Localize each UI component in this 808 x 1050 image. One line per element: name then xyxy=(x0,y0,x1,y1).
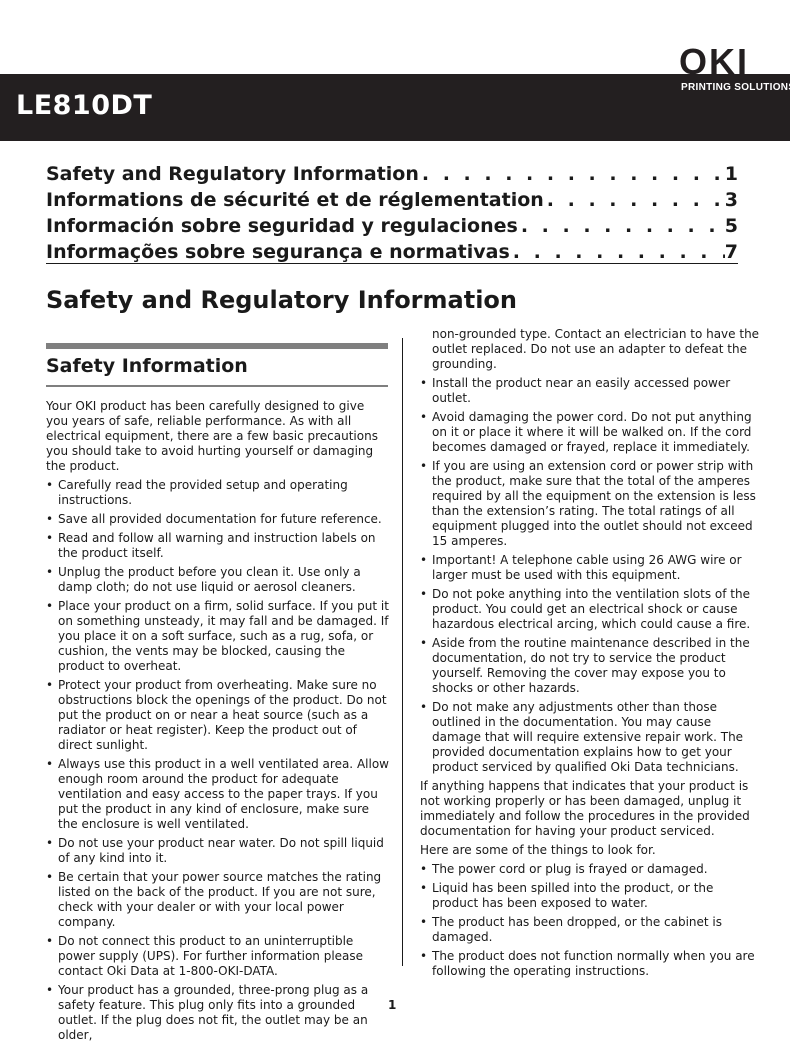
list-item-continuation: non-grounded type. Contact an electrician to have the outlet replaced. Do not use an adapter to defeat the grounding. xyxy=(432,327,760,371)
oki-logo: OKI xyxy=(679,41,750,82)
section-rule-top xyxy=(46,343,388,349)
list-item: • Install the product near an easily accessed power outlet. xyxy=(420,376,762,406)
page-number: 1 xyxy=(388,998,397,1012)
list-item: • Aside from the routine maintenance described in the documentation, do not try to service the product yourself. Removing the cover may expose you to shocks or other hazards. xyxy=(420,636,762,696)
list-item: • Read and follow all warning and instruction labels on the product itself. xyxy=(46,531,389,561)
toc-page: 1 xyxy=(724,163,738,185)
list-item: • If you are using an extension cord or power strip with the product, make sure that the total of the amperes required by all the equipment on the extension is less than the extension’s rating. The total ratings of all equipment plugged into the outlet should not exceed 15 amperes. xyxy=(420,459,762,549)
toc-title: Informações sobre segurança e normativas xyxy=(46,241,510,263)
toc-leader xyxy=(518,213,725,239)
list-item: • The power cord or plug is frayed or damaged. xyxy=(420,862,762,877)
toc-divider xyxy=(46,263,738,264)
main-heading: Safety and Regulatory Information xyxy=(46,286,517,314)
column-divider xyxy=(402,338,403,966)
toc-title: Safety and Regulatory Information xyxy=(46,163,419,185)
table-of-contents xyxy=(46,161,738,265)
list-item: • Always use this product in a well ventilated area. Allow enough room around the product for adequate ventilation and easy access to the paper trays. If you put the product in any kind of enclosure, make sure the enclosure is well ventilated. xyxy=(46,757,389,832)
list-item: • Do not poke anything into the ventilation slots of the product. You could get an electrical shock or cause hazardous electrical arcing, which could cause a fire. xyxy=(420,587,762,632)
list-item: • Protect your product from overheating. Make sure no obstructions block the openings of the product. Do not put the product on or near a heat source (such as a radiator or heat register). Keep the product out of direct sunlight. xyxy=(46,678,389,753)
intro-paragraph: Your OKI product has been carefully designed to give you years of safe, reliable performance. As with all electrical equipment, there are a few basic precautions you should take to avoid hurting yourself or damaging the product. xyxy=(46,399,378,473)
section-heading: Safety Information xyxy=(46,355,248,377)
list-item: • Unplug the product before you clean it. Use only a damp cloth; do not use liquid or aerosol cleaners. xyxy=(46,565,389,595)
toc-leader xyxy=(419,161,725,187)
list-item: • Be certain that your power source matches the rating listed on the back of the product. If you are not sure, check with your dealer or with your local power company. xyxy=(46,870,389,930)
toc-entry[interactable] xyxy=(46,213,738,239)
list-item: • The product has been dropped, or the cabinet is damaged. xyxy=(420,915,762,945)
model-title: LE810DT xyxy=(16,90,153,121)
list-item: • Important! A telephone cable using 26 AWG wire or larger must be used with this equipment. xyxy=(420,553,762,583)
list-item: • Carefully read the provided setup and operating instructions. xyxy=(46,478,389,508)
toc-page: 3 xyxy=(724,189,738,211)
list-item: • Place your product on a firm, solid surface. If you put it on something unsteady, it may fall and be damaged. If you place it on a soft surface, such as a rug, sofa, or cushion, the vents may be blocked, causing the product to overheat. xyxy=(46,599,389,674)
list-item: • Avoid damaging the power cord. Do not put anything on it or place it where it will be walked on. If the cord becomes damaged or frayed, replace it immediately. xyxy=(420,410,762,455)
toc-entry[interactable] xyxy=(46,161,738,187)
list-item: • Do not make any adjustments other than those outlined in the documentation. You may cause damage that will require extensive repair work. The provided documentation explains how to get your product serviced by qualified Oki Data technicians. xyxy=(420,700,762,775)
toc-title: Informations de sécurité et de réglementation xyxy=(46,189,544,211)
list-item: • Your product has a grounded, three-prong plug as a safety feature. This plug only fits into a grounded outlet. If the plug does not fit, the outlet may be an older, xyxy=(46,983,389,1043)
damage-paragraph: If anything happens that indicates that your product is not working properly or has been damaged, unplug it immediately and follow the procedures in the provided documentation for having your product serviced. xyxy=(420,779,750,838)
list-item: • Liquid has been spilled into the product, or the product has been exposed to water. xyxy=(420,881,762,911)
safety-list-left xyxy=(46,478,389,1043)
look-for-intro: Here are some of the things to look for. xyxy=(420,843,656,857)
list-item: • Do not connect this product to an uninterruptible power supply (UPS). For further information please contact Oki Data at 1-800-OKI-DATA. xyxy=(46,934,389,979)
toc-leader xyxy=(544,187,725,213)
toc-entry[interactable] xyxy=(46,187,738,213)
left-column xyxy=(46,343,389,1047)
safety-list-right xyxy=(420,327,762,775)
toc-title: Información sobre seguridad y regulaciones xyxy=(46,215,518,237)
look-for-list xyxy=(420,862,762,979)
toc-entry[interactable] xyxy=(46,239,738,265)
printing-solutions-tagline: PRINTING SOLUTIONS xyxy=(681,82,796,93)
list-item: • Do not use your product near water. Do not spill liquid of any kind into it. xyxy=(46,836,389,866)
list-item: • The product does not function normally when you are following the operating instructions. xyxy=(420,949,762,979)
list-item: • Save all provided documentation for future reference. xyxy=(46,512,389,527)
toc-page: 5 xyxy=(724,215,738,237)
toc-leader xyxy=(510,239,725,265)
right-column xyxy=(420,327,762,983)
toc-page: 7 xyxy=(724,241,738,263)
